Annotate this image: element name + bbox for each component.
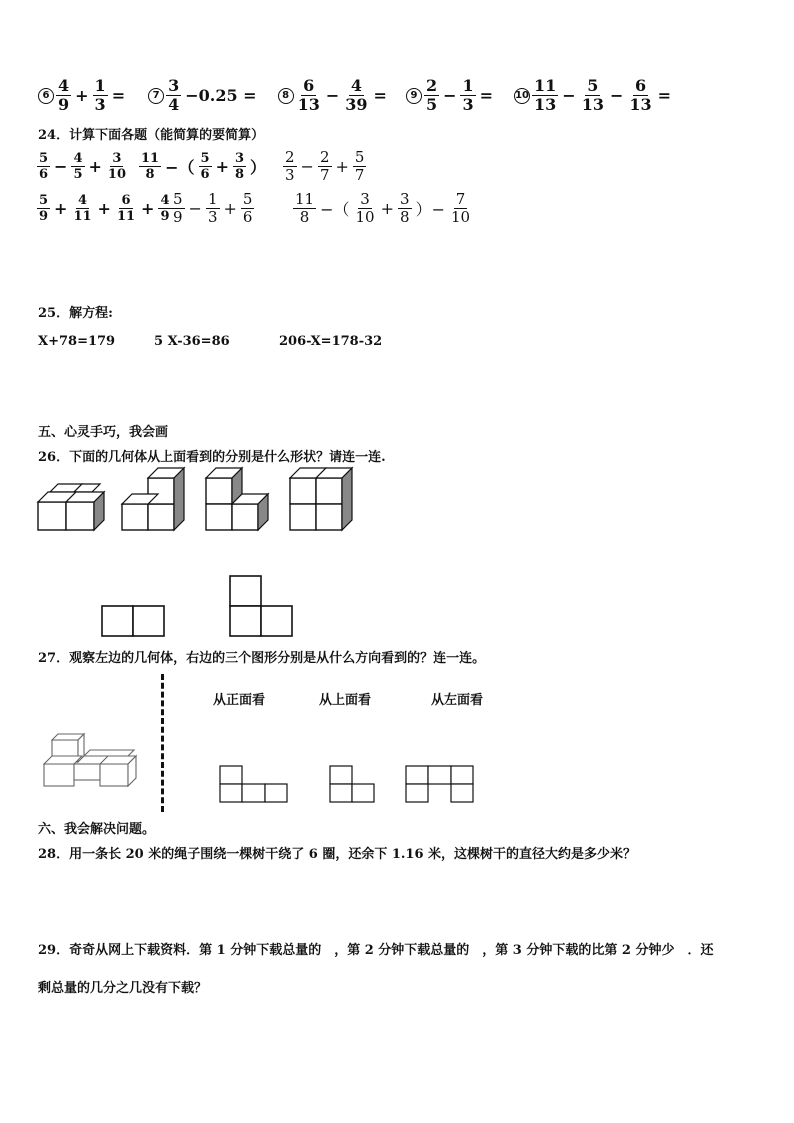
q24-expr-1 <box>36 152 129 181</box>
operator: + <box>88 157 102 176</box>
solid-1 <box>38 484 104 530</box>
operator: − <box>609 86 624 105</box>
numerator: 2 <box>319 148 330 166</box>
numerator: 4 <box>350 76 362 95</box>
q27-views <box>216 762 478 806</box>
fraction <box>199 152 212 181</box>
operator: + <box>223 199 237 218</box>
section-5-title: 五、心灵手巧，我会画 <box>38 425 169 440</box>
item-number: 6 <box>38 88 54 104</box>
denominator: 13 <box>629 95 652 114</box>
fraction <box>296 78 322 113</box>
q25-title: 25．解方程: <box>38 306 113 321</box>
operator: + <box>215 157 229 176</box>
fraction <box>460 78 475 113</box>
numerator: 5 <box>39 151 49 166</box>
operator: + <box>75 86 89 105</box>
q26-title: 26．下面的几何体从上面看到的分别是什么形状？请连一连. <box>38 450 386 465</box>
denominator: 10 <box>355 208 375 226</box>
item-number: 7 <box>148 88 164 104</box>
calc-row-6-10 <box>38 78 758 113</box>
operator: + <box>97 199 111 218</box>
numerator: 1 <box>462 76 474 95</box>
fraction <box>37 194 50 223</box>
operator: + <box>141 199 155 218</box>
operator: −（ <box>320 200 350 219</box>
q24-expr-3 <box>282 150 367 183</box>
calc-item <box>38 78 128 113</box>
q25-eq-3: 206-X=178-32 <box>279 334 383 349</box>
denominator: 10 <box>450 208 471 226</box>
denominator: 3 <box>285 166 295 184</box>
fraction <box>343 78 369 113</box>
q24-expr-6 <box>292 192 473 225</box>
fraction <box>106 152 128 181</box>
q27-label-left: 从左面看 <box>431 693 484 708</box>
numerator: 5 <box>587 76 599 95</box>
numerator: 6 <box>634 76 647 95</box>
operator: −（ <box>165 158 195 177</box>
denominator: 10 <box>107 167 126 182</box>
operator: ）− <box>415 200 445 219</box>
fraction <box>353 150 367 183</box>
q24-title: 24．计算下面各题（能简算的要简算） <box>38 128 265 143</box>
operator: ） <box>250 158 267 177</box>
operator: = <box>373 86 387 105</box>
numerator: 11 <box>141 151 160 166</box>
numerator: 4 <box>73 151 83 166</box>
denominator: 7 <box>319 166 330 184</box>
fraction <box>354 192 377 225</box>
denominator: 5 <box>73 167 83 182</box>
numerator: 2 <box>425 76 438 95</box>
fraction <box>37 152 50 181</box>
numerator: 3 <box>234 151 245 166</box>
denominator: 3 <box>94 95 106 114</box>
fraction <box>115 194 137 223</box>
denominator: 13 <box>297 95 320 114</box>
numerator: 11 <box>534 76 557 95</box>
fraction <box>398 192 412 225</box>
fraction <box>532 78 558 113</box>
fraction <box>293 192 316 225</box>
item-number: 8 <box>278 88 294 104</box>
q24-expr-2 <box>138 152 269 181</box>
numerator: 4 <box>160 193 170 208</box>
section-6-title: 六、我会解决问题。 <box>38 822 156 837</box>
numerator: 5 <box>173 190 183 208</box>
denominator: 6 <box>200 167 210 182</box>
operator: − <box>188 199 202 218</box>
denominator: 6 <box>242 208 253 226</box>
denominator: 39 <box>345 95 368 114</box>
solid-3 <box>206 468 268 530</box>
denominator: 4 <box>168 95 180 114</box>
operator: − <box>54 157 68 176</box>
fraction <box>233 152 246 181</box>
denominator: 9 <box>173 208 183 226</box>
q29-line-1: 29．奇奇从网上下载资料．第 1 分钟下载总量的 ，第 2 分钟下载总量的 ，第 3 分钟下载的比第 2 分钟少 ．还 <box>38 943 714 958</box>
top-view-1 <box>102 606 164 636</box>
fraction <box>206 192 220 225</box>
top-view-2 <box>230 576 292 636</box>
denominator: 8 <box>400 208 410 226</box>
q27-title: 27．观察左边的几何体，右边的三个图形分别是从什么方向看到的？连一连。 <box>38 651 486 666</box>
operator: + <box>335 157 349 176</box>
denominator: 13 <box>581 95 604 114</box>
denominator: 9 <box>58 95 70 114</box>
numerator: 4 <box>77 193 88 208</box>
operator: + <box>380 199 395 218</box>
view-shape-2 <box>330 766 374 802</box>
numerator: 4 <box>58 76 70 95</box>
solid-2 <box>122 468 184 530</box>
calc-item <box>278 78 390 113</box>
fraction <box>449 192 472 225</box>
numerator: 5 <box>200 151 210 166</box>
fraction <box>139 152 161 181</box>
operator: − <box>300 157 314 176</box>
operator: = <box>479 86 494 105</box>
numerator: 5 <box>354 148 365 166</box>
operator: = <box>657 86 672 105</box>
denominator: 8 <box>234 167 245 182</box>
denominator: 9 <box>160 209 170 224</box>
q28-text: 28．用一条长 20 米的绳子围绕一棵树干绕了 6 圈，还余下 1.16 米，这棵树干的直径大约是多少米？ <box>38 847 637 862</box>
q27-label-top: 从上面看 <box>319 693 372 708</box>
denominator: 13 <box>534 95 557 114</box>
numerator: 3 <box>400 190 410 208</box>
solid-4 <box>290 468 352 530</box>
q27-solid <box>38 730 142 792</box>
denominator: 3 <box>207 208 218 226</box>
calc-item <box>406 78 496 113</box>
fraction <box>166 78 181 113</box>
numerator: 3 <box>112 151 122 166</box>
denominator: 8 <box>145 167 155 182</box>
calc-item <box>148 78 260 113</box>
q24-expr-4 <box>36 194 173 223</box>
operator: − <box>562 86 576 105</box>
denominator: 7 <box>354 166 365 184</box>
operator: − <box>443 86 457 105</box>
fraction <box>71 194 93 223</box>
q27-divider <box>161 674 164 812</box>
q26-top-views <box>96 572 300 642</box>
fraction <box>424 78 439 113</box>
fraction <box>580 78 606 113</box>
calc-item <box>514 78 674 113</box>
item-number: 10 <box>514 88 530 104</box>
numerator: 3 <box>168 76 180 95</box>
denominator: 11 <box>116 209 136 224</box>
q29-line-2: 剩总量的几分之几没有下载？ <box>38 981 208 996</box>
numerator: 3 <box>360 190 370 208</box>
fraction <box>56 78 71 113</box>
numerator: 1 <box>94 76 106 95</box>
q24-expr-5 <box>170 192 255 225</box>
q27-label-front: 从正面看 <box>213 693 266 708</box>
denominator: 11 <box>73 209 92 224</box>
numerator: 5 <box>242 190 253 208</box>
fraction <box>627 78 653 113</box>
q25-eq-2: 5 X-36=86 <box>154 334 230 349</box>
denominator: 5 <box>425 95 438 114</box>
calc-items <box>38 78 674 113</box>
q25-eq-1: X+78=179 <box>38 334 116 349</box>
q26-solids <box>30 466 360 536</box>
fraction <box>71 152 84 181</box>
denominator: 6 <box>39 167 49 182</box>
fraction <box>93 78 108 113</box>
numerator: 2 <box>285 148 295 166</box>
operator: − <box>325 86 340 105</box>
fraction <box>171 192 185 225</box>
numerator: 5 <box>39 193 49 208</box>
fraction <box>283 150 297 183</box>
item-number: 9 <box>406 88 422 104</box>
numerator: 11 <box>295 190 315 208</box>
numerator: 6 <box>121 193 131 208</box>
view-shape-3 <box>406 766 473 802</box>
view-shape-1 <box>220 766 287 802</box>
numerator: 1 <box>207 190 218 208</box>
fraction <box>241 192 255 225</box>
numerator: 7 <box>455 190 466 208</box>
denominator: 8 <box>299 208 310 226</box>
operator: −0.25 = <box>185 86 257 105</box>
denominator: 3 <box>462 95 474 114</box>
operator: + <box>54 199 68 218</box>
fraction <box>318 150 332 183</box>
denominator: 9 <box>39 209 49 224</box>
numerator: 6 <box>303 76 315 95</box>
operator: = <box>111 86 126 105</box>
